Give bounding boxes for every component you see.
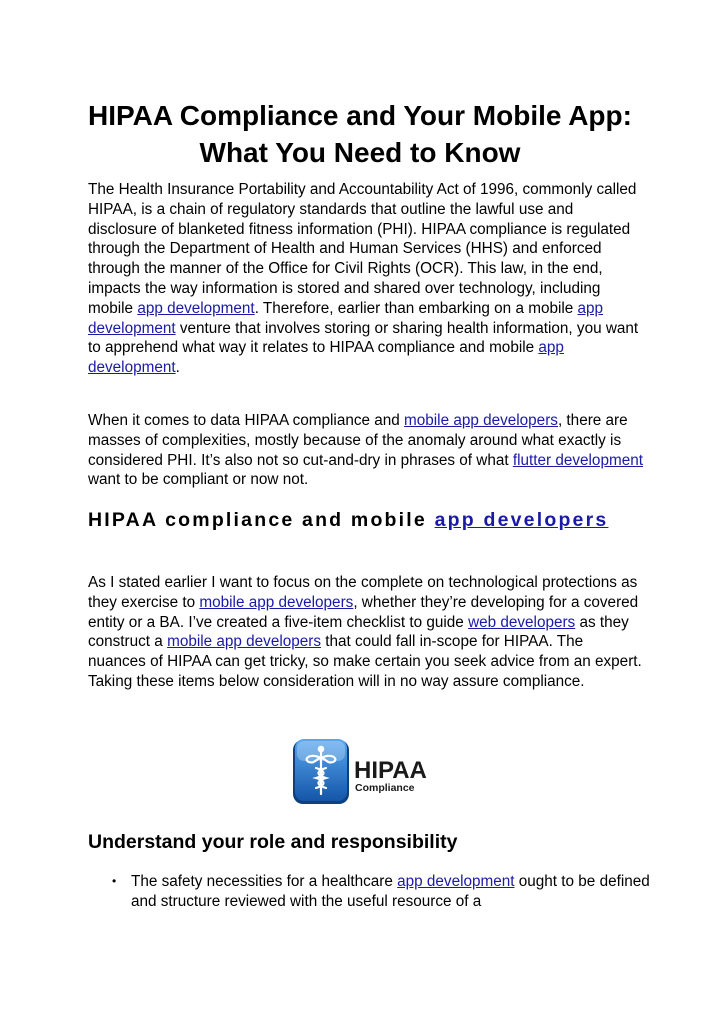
logo-subtitle: Compliance: [355, 782, 415, 794]
text-segment: The Health Insurance Portability and Accountability Act of 1996, commonly called HIPAA, is a chain of regulatory standards that outline the lawful use and disclosure of blanketed fitness information (PHI). HIPAA compliance is regulated through the Department of Health and Human Services (HHS) and enforced through the manner of the Office for Civil Rights (OCR). This law, in the end, impacts the way information is stored and shared over technology, including mobile: [88, 181, 637, 317]
text-segment: As I stated earlier I want to focus on the complete on technological protections as they exercise to: [88, 574, 638, 611]
text-segment: want to be compliant or now not.: [88, 471, 309, 489]
app-development-link[interactable]: app development: [137, 299, 255, 317]
text-segment: .: [175, 359, 180, 377]
section-heading-role: Understand your role and responsibility: [88, 831, 458, 853]
text-segment: that could fall in-scope for HIPAA. The nuances of HIPAA can get tricky, so make certain you seek advice from an expert. Taking these items below consideration will in no way assure compliance.: [88, 633, 642, 690]
text-segment: The safety necessities for a healthcare: [131, 873, 398, 890]
list-item: [112, 872, 651, 912]
bullet-icon: •: [112, 874, 117, 888]
app-development-link[interactable]: app development: [88, 339, 564, 377]
app-development-link[interactable]: app development: [397, 873, 515, 890]
web-developers-link[interactable]: web developers: [468, 613, 576, 631]
text-segment: When it comes to data HIPAA compliance and: [88, 412, 405, 429]
checklist-paragraph: [88, 573, 644, 692]
page-title: HIPAA Compliance and Your Mobile App: What You Need to Know: [88, 100, 632, 168]
mobile-app-developers-link[interactable]: mobile app developers: [167, 633, 321, 651]
app-developers-heading-link[interactable]: app developers: [434, 509, 609, 531]
section-heading-hipaa-developers: [88, 507, 648, 533]
text-segment: , whether they’re developing for a covered entity or a BA. I’ve created a five-item checklist to guide: [88, 593, 639, 631]
hipaa-compliance-logo: [291, 738, 431, 810]
text-segment: , there are masses of complexities, mostly because of the anomaly around what exactly is considered PHI. It’s also not so cut-and-dry in phrases of what: [88, 412, 628, 469]
text-segment: as they construct a: [88, 613, 629, 651]
app-development-link[interactable]: app development: [88, 299, 604, 337]
text-segment: venture that involves storing or sharing health information, you want to apprehend what way it relates to HIPAA compliance and mobile: [88, 319, 639, 357]
mobile-app-developers-link[interactable]: mobile app developers: [199, 593, 354, 611]
heading-text: HIPAA compliance and mobile: [88, 509, 435, 531]
text-segment: ought to be defined and structure reviewed with the useful resource of a: [131, 873, 650, 910]
complexity-paragraph: [88, 411, 644, 490]
flutter-development-link[interactable]: flutter development: [512, 451, 643, 469]
text-segment: . Therefore, earlier than embarking on a mobile: [254, 299, 578, 317]
logo-word: HIPAA: [354, 757, 427, 784]
mobile-app-developers-link[interactable]: mobile app developers: [404, 412, 558, 429]
intro-paragraph: [88, 180, 644, 378]
